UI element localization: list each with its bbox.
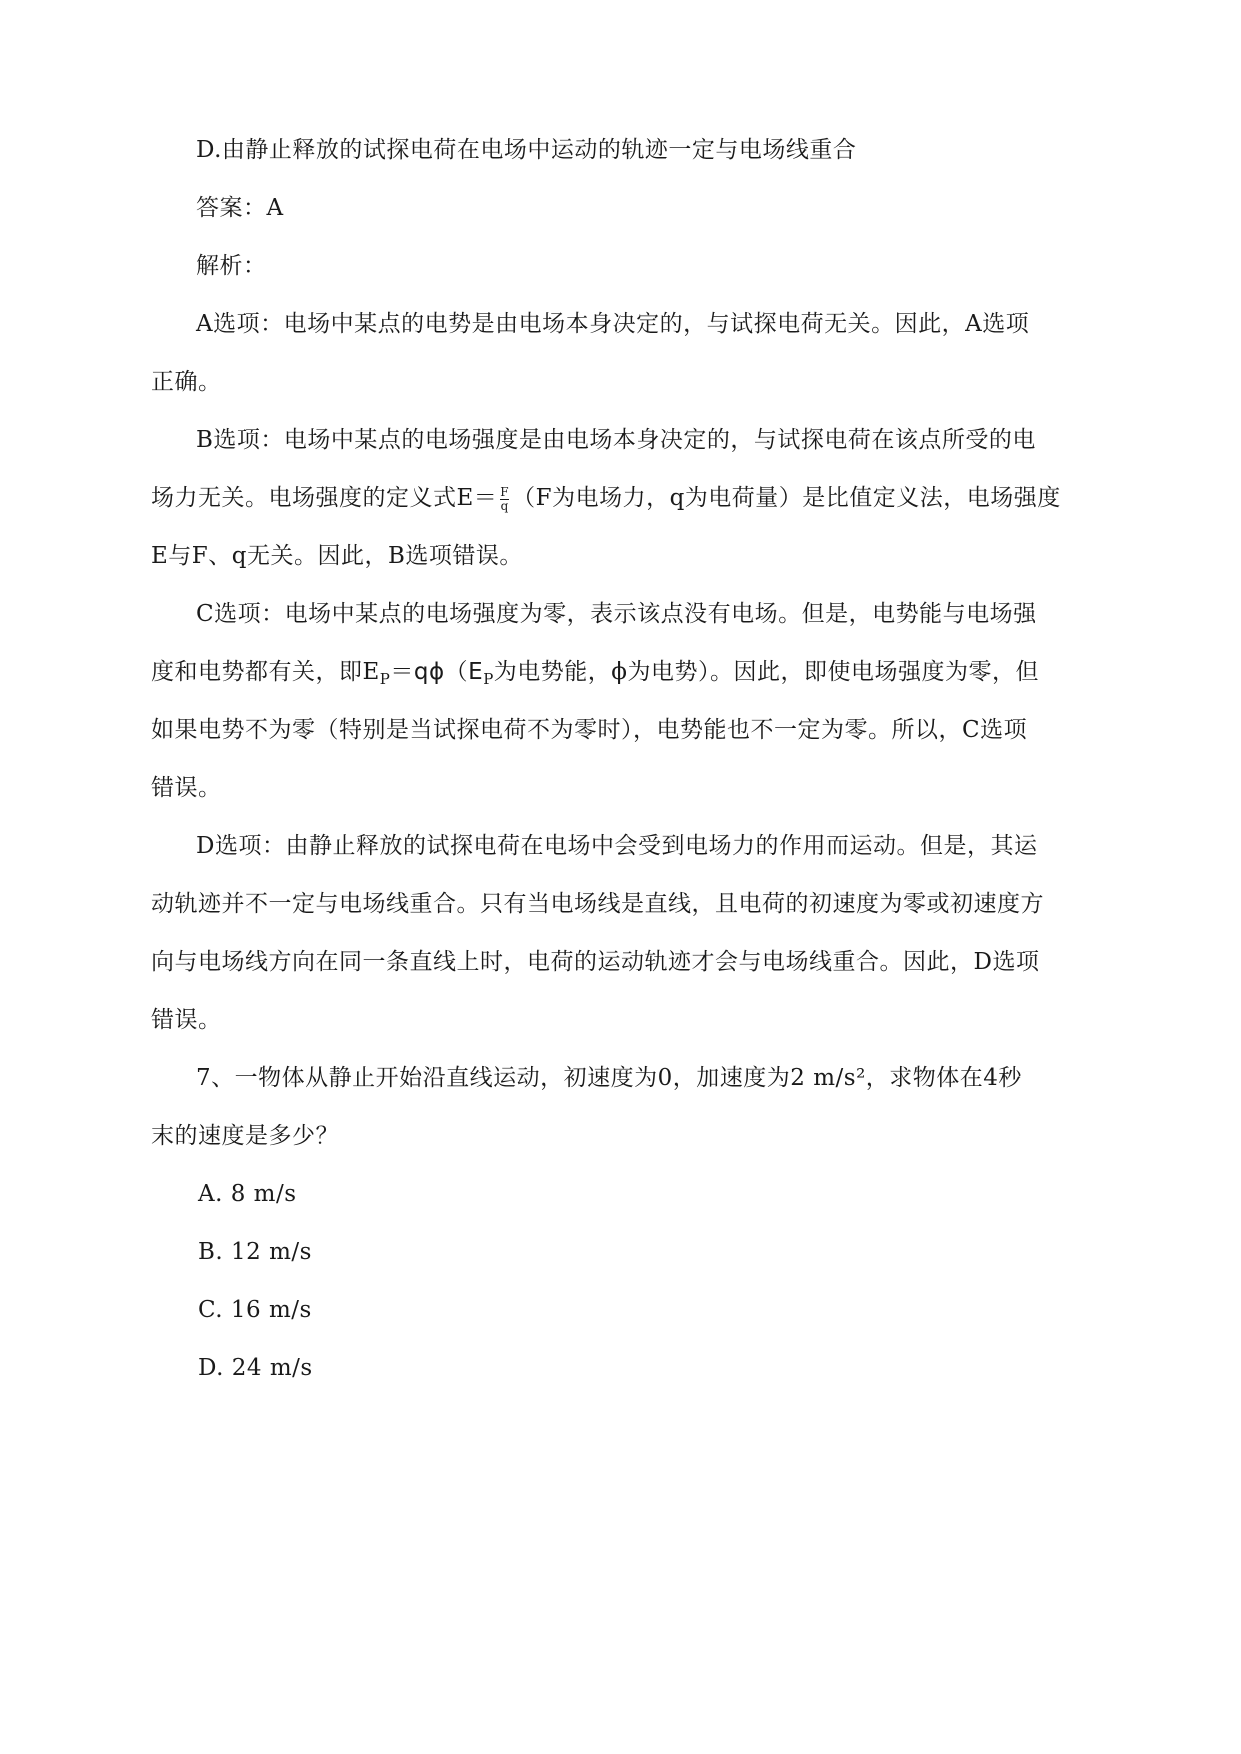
d-explanation-line-1: D选项：由静止释放的试探电荷在电场中会受到电场力的作用而运动。但是，其运 [196,833,1038,859]
analysis-heading: 解析： [196,253,267,279]
question-7-option-d: D. 24 m/s [198,1355,313,1381]
c-explanation-line-1: C选项：电场中某点的电场强度为零，表示该点没有电场。但是，电势能与电场强 [196,601,1037,627]
question-7-line-2: 末的速度是多少？ [151,1123,339,1149]
ep-subscript-2: P [483,670,494,688]
c-line-2-part-b: ＝qϕ（E [390,659,484,685]
c-explanation-line-3: 如果电势不为零（特别是当试探电荷不为零时），电势能也不一定为零。所以，C选项 [151,717,1028,743]
d-explanation-line-3: 向与电场线方向在同一条直线上时，电荷的运动轨迹才会与电场线重合。因此，D选项 [151,949,1040,975]
question-7-option-b: B. 12 m/s [198,1239,312,1265]
b-explanation-line-1: B选项：电场中某点的电场强度是由电场本身决定的，与试探电荷在该点所受的电 [196,427,1036,453]
b-explanation-line-3: E与F、q无关。因此，B选项错误。 [151,543,523,569]
b-explanation-line-2 [151,482,1061,514]
d-explanation-line-2: 动轨迹并不一定与电场线重合。只有当电场线是直线，且电荷的初速度为零或初速度方 [151,891,1044,917]
fraction-numerator: F [500,484,510,499]
c-explanation-line-2 [151,656,1039,695]
answer-line: 答案：A [196,195,284,221]
c-explanation-line-4: 错误。 [151,775,222,801]
d-explanation-line-4: 错误。 [151,1007,222,1033]
question-7-option-c: C. 16 m/s [198,1297,312,1323]
b-line-2-prefix: 场力无关。电场强度的定义式E＝ [151,485,498,511]
c-line-2-part-c: 为电势能，ϕ为电势）。因此，即使电场强度为零，但 [493,659,1039,685]
a-explanation-line-2: 正确。 [151,369,222,395]
field-strength-fraction [500,486,509,513]
question-7-option-a: A. 8 m/s [198,1181,297,1207]
a-explanation-line-1: A选项：电场中某点的电势是由电场本身决定的，与试探电荷无关。因此，A选项 [196,311,1030,337]
b-line-2-suffix: （F为电场力，q为电荷量）是比值定义法，电场强度 [512,485,1061,511]
ep-subscript-1: P [379,670,391,688]
c-line-2-part-a: 度和电势都有关，即E [151,659,380,685]
fraction-denominator: q [500,498,509,513]
option-d-text: D.由静止释放的试探电荷在电场中运动的轨迹一定与电场线重合 [196,137,857,163]
question-7-line-1: 7、一物体从静止开始沿直线运动，初速度为0，加速度为2 m/s²，求物体在4秒 [196,1065,1022,1091]
